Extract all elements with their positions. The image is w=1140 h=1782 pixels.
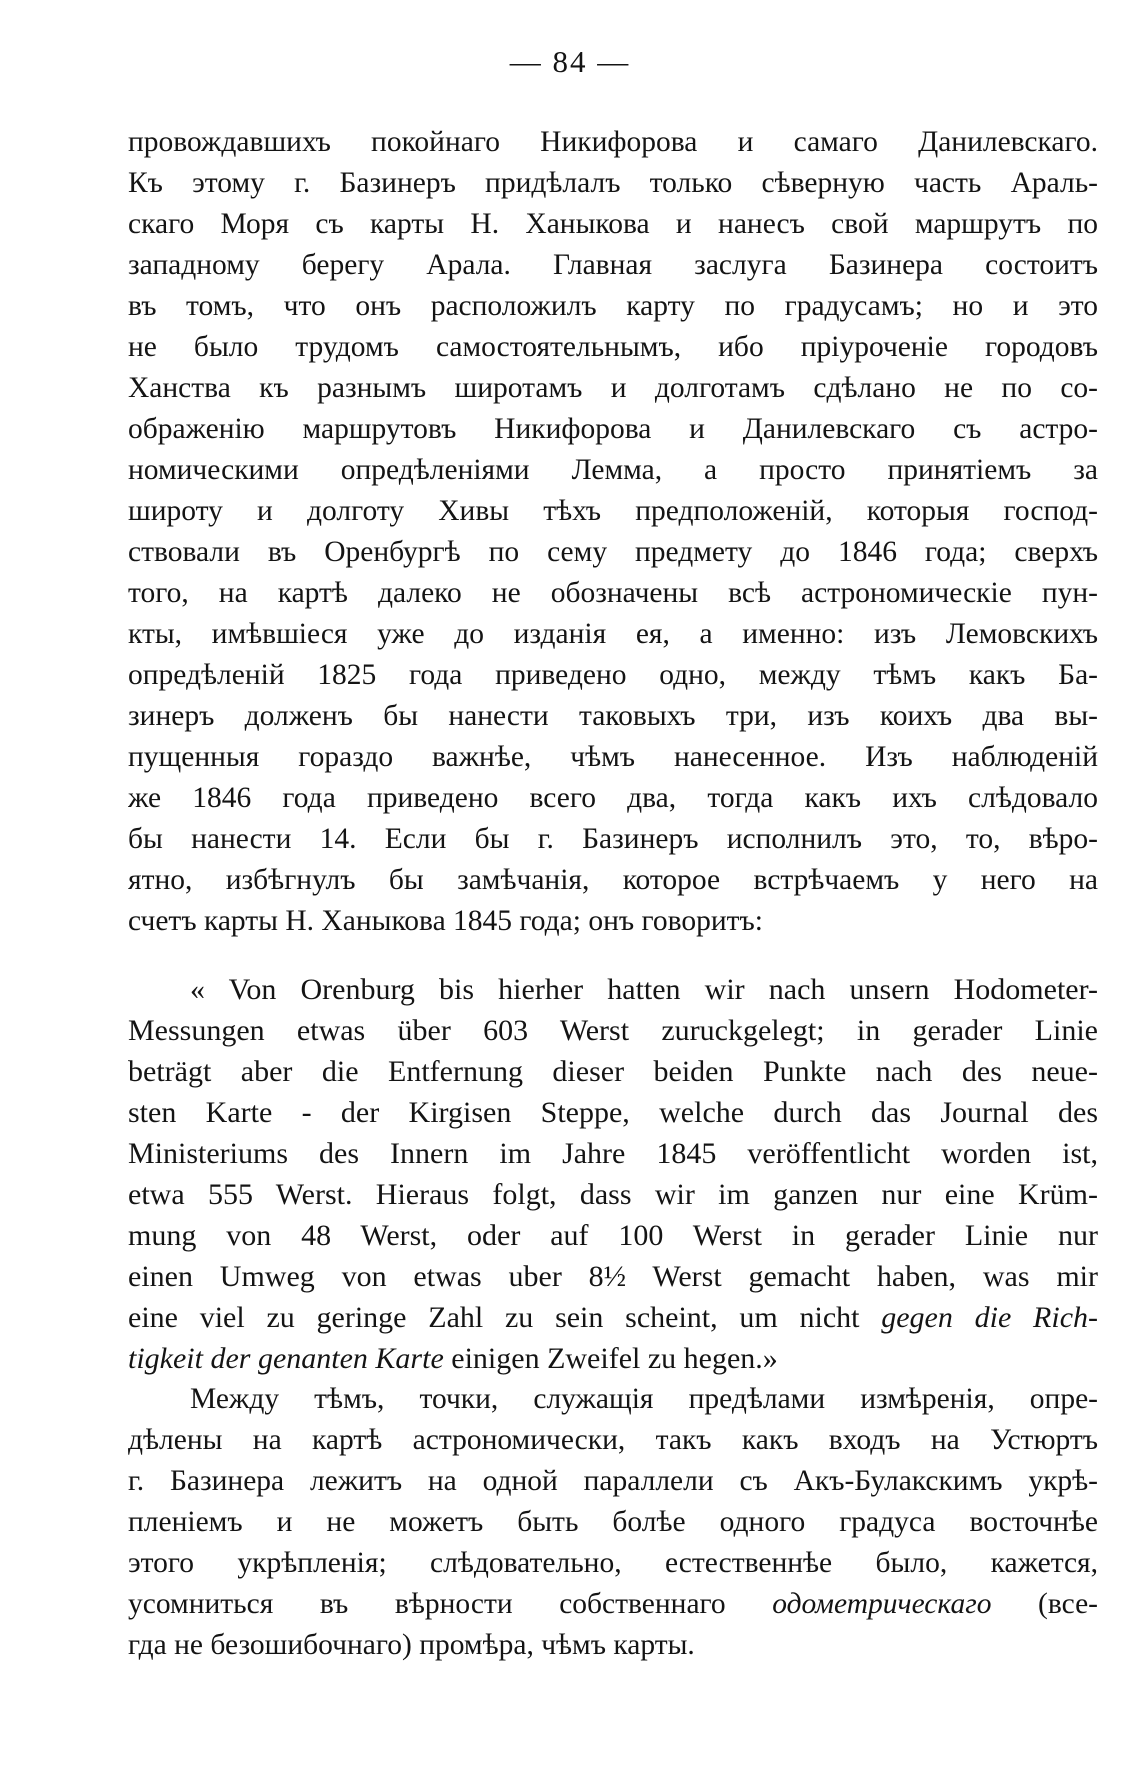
quote-line — [128, 1297, 1098, 1338]
text-line: пущенныя гораздо важнѣе, чѣмъ нанесенное. Изъ наблюденій — [128, 741, 1098, 773]
text-line: кты, имѣвшіеся уже до изданія ея, а именно: изъ Лемовскихъ — [128, 618, 1098, 650]
text-line: скаго Моря съ карты Н. Ханыкова и нанесъ свой маршрутъ по — [128, 208, 1098, 240]
text-line: бы нанести 14. Если бы г. Базинеръ исполнилъ это, то, вѣро- — [128, 823, 1098, 855]
text-line: Между тѣмъ, точки, служащія предѣлами измѣренія, опре- — [190, 1383, 1098, 1415]
text-line — [128, 1584, 1098, 1625]
quote-line: etwa 555 Werst. Hieraus folgt, dass wir im ganzen nur eine Krüm- — [128, 1178, 1098, 1211]
paragraph-1 — [128, 122, 1098, 942]
quote-line: einen Umweg von etwas uber 8½ Werst gemacht haben, was mir — [128, 1260, 1098, 1293]
text-line: Ханства къ разнымъ широтамъ и долготамъ сдѣлано не по со- — [128, 372, 1098, 404]
text-line: опредѣленій 1825 года приведено одно, между тѣмъ какъ Ба- — [128, 659, 1098, 691]
paragraph-2 — [128, 1379, 1098, 1666]
quote-italic-text: tigkeit der genanten Karte — [128, 1342, 444, 1375]
text-line: пленіемъ и не можетъ быть болѣе одного градуса восточнѣе — [128, 1506, 1098, 1538]
quote-italic-text: gegen die Rich- — [881, 1301, 1098, 1334]
text-line: ятно, избѣгнулъ бы замѣчанія, которое встрѣчаемъ у него на — [128, 864, 1098, 896]
page-number: — 84 — — [509, 44, 631, 79]
quote-line — [128, 1338, 1098, 1379]
quote-text: eine viel zu geringe Zahl zu sein scheint, um nicht — [128, 1301, 882, 1334]
text-line: Къ этому г. Базинеръ придѣлалъ только сѣверную часть Араль- — [128, 167, 1098, 199]
text-line: провождавшихъ покойнаго Никифорова и самаго Данилевскаго. — [128, 126, 1098, 158]
text-segment: (все- — [991, 1588, 1098, 1620]
text-line: того, на картѣ далеко не обозначены всѣ астрономическіе пун- — [128, 577, 1098, 609]
text-line: же 1846 года приведено всего два, тогда какъ ихъ слѣдовало — [128, 782, 1098, 814]
text-line: счетъ карты Н. Ханыкова 1845 года; онъ говоритъ: — [128, 905, 763, 937]
quote-line: Messungen etwas über 603 Werst zuruckgelegt; in gerader Linie — [128, 1014, 1098, 1047]
quote-line: mung von 48 Werst, oder auf 100 Werst in gerader Linie nur — [128, 1219, 1098, 1252]
text-line: широту и долготу Хивы тѣхъ предположеній, которыя господ- — [128, 495, 1098, 527]
text-line: зинеръ долженъ бы нанести таковыхъ три, изъ коихъ два вы- — [128, 700, 1098, 732]
text-line: г. Базинера лежитъ на одной параллели съ Акъ-Булакскимъ укрѣ- — [128, 1465, 1098, 1497]
italic-text: одометрическаго — [772, 1588, 992, 1620]
quote-line: sten Karte - der Kirgisen Steppe, welche durch das Journal des — [128, 1096, 1098, 1129]
quote-line: beträgt aber die Entfernung dieser beiden Punkte nach des neue- — [128, 1055, 1098, 1088]
text-line: ствовали въ Оренбургѣ по сему предмету до 1846 года; сверхъ — [128, 536, 1098, 568]
german-quote — [128, 969, 1098, 1379]
quote-line: « Von Orenburg bis hierher hatten wir nach unsern Hodometer- — [190, 973, 1098, 1006]
text-line: въ томъ, что онъ расположилъ карту по градусамъ; но и это — [128, 290, 1098, 322]
text-line: этого укрѣпленія; слѣдовательно, естественнѣе было, кажется, — [128, 1547, 1098, 1579]
text-line: не было трудомъ самостоятельнымъ, ибо пріуроченіе городовъ — [128, 331, 1098, 363]
text-line: ображенію маршрутовъ Никифорова и Данилевскаго съ астро- — [128, 413, 1098, 445]
text-segment: усомниться въ вѣрности собственнаго — [128, 1588, 773, 1620]
text-line: гда не безошибочнаго) промѣра, чѣмъ карты. — [128, 1629, 695, 1661]
quote-line: Ministeriums des Innern im Jahre 1845 veröffentlicht worden ist, — [128, 1137, 1098, 1170]
text-line: дѣлены на картѣ астрономически, такъ какъ входъ на Устюртъ — [128, 1424, 1098, 1456]
text-line: западному берегу Арала. Главная заслуга Базинера состоитъ — [128, 249, 1098, 281]
quote-text: einigen Zweifel zu hegen.» — [443, 1342, 778, 1375]
text-line: номическими опредѣленіями Лемма, а просто принятіемъ за — [128, 454, 1098, 486]
